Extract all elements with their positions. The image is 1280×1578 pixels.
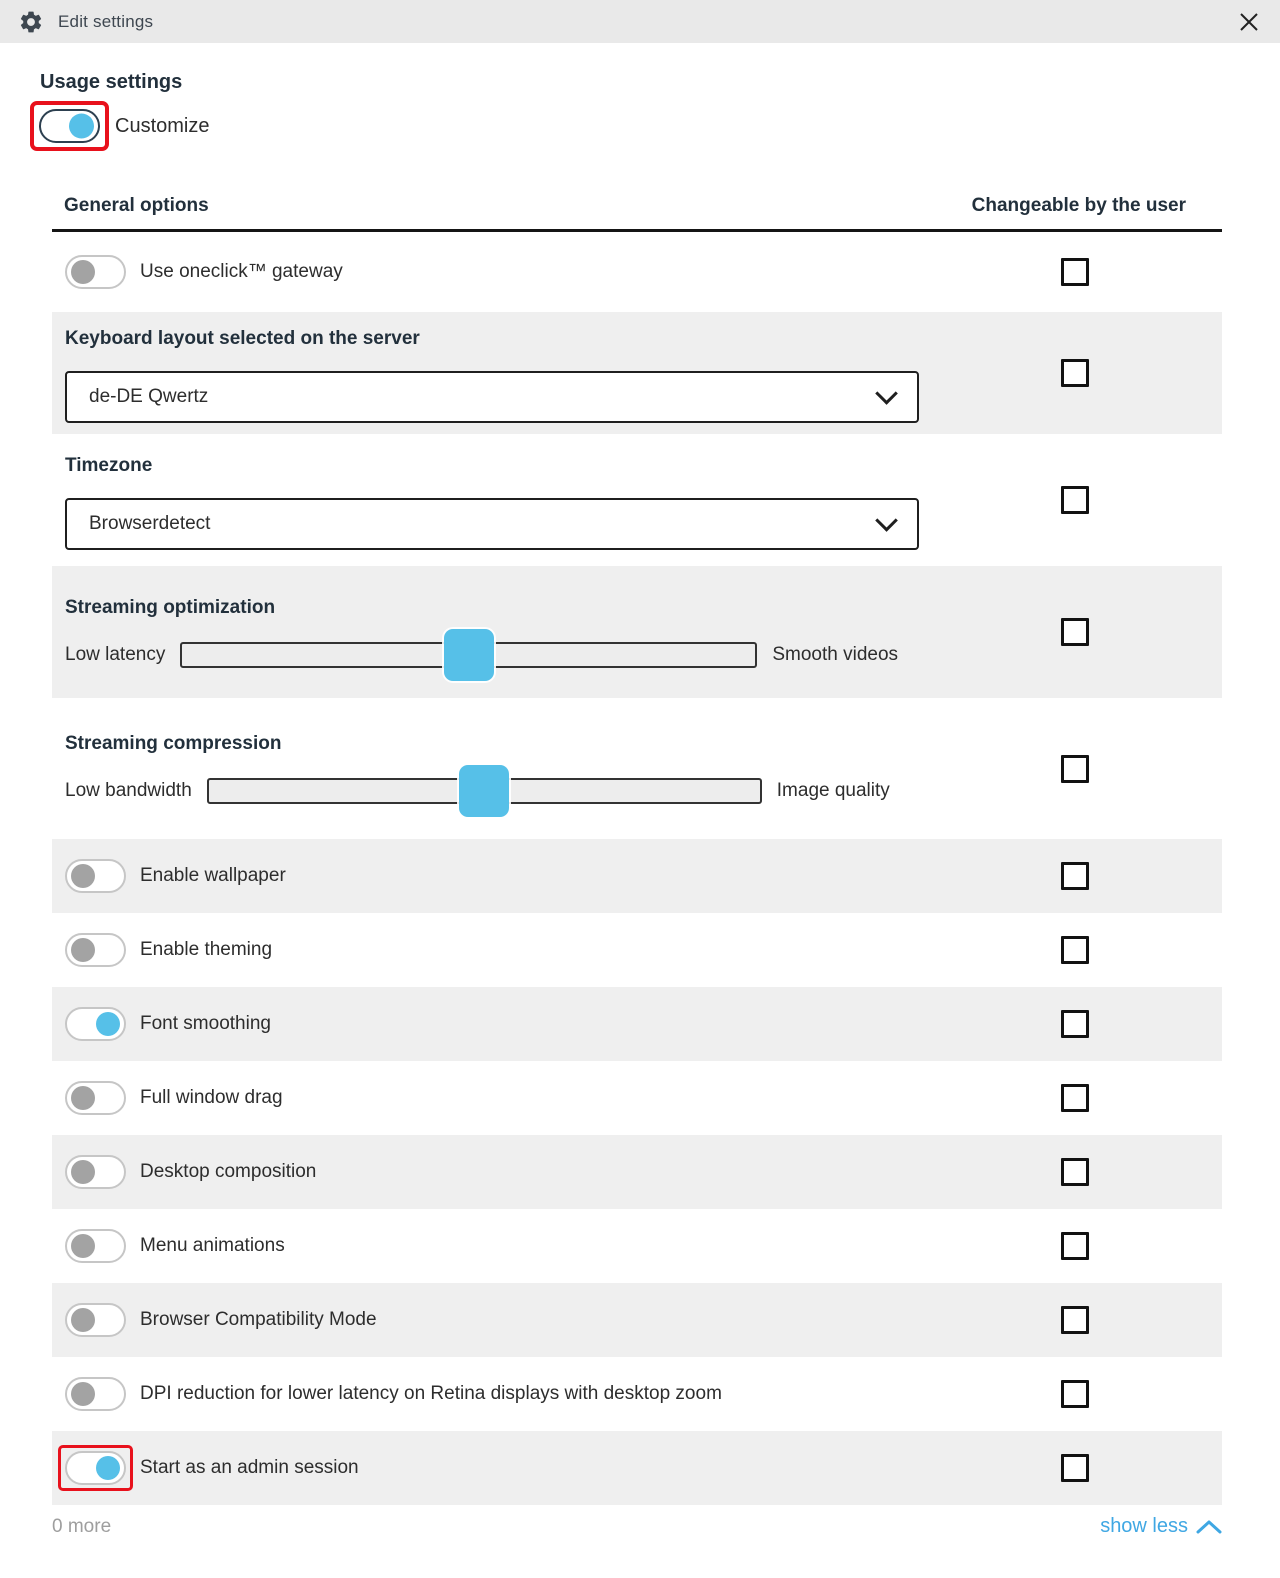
dialog-title: Edit settings: [58, 11, 154, 31]
row-label: Enable theming: [140, 939, 273, 960]
usage-settings-heading: Usage settings: [40, 71, 183, 93]
toggle-knob: [71, 938, 95, 962]
changeable-checkbox[interactable]: [1061, 1306, 1089, 1334]
toggle-knob: [71, 1160, 95, 1184]
enable-theming-toggle[interactable]: [65, 933, 126, 967]
toggle-knob: [71, 864, 95, 888]
changeable-checkbox[interactable]: [1061, 755, 1089, 783]
section-label: Streaming compression: [65, 733, 282, 754]
gear-icon: [18, 9, 44, 35]
row-dpi-reduction: [52, 1357, 1222, 1431]
row-full-window-drag: [52, 1061, 1222, 1135]
customize-label: Customize: [115, 114, 210, 137]
customize-toggle[interactable]: [39, 109, 100, 143]
menu-animations-toggle[interactable]: [65, 1229, 126, 1263]
slider-thumb[interactable]: [444, 629, 494, 681]
changeable-checkbox[interactable]: [1061, 359, 1089, 387]
toggle-knob: [71, 1086, 95, 1110]
changeable-checkbox[interactable]: [1061, 1010, 1089, 1038]
changeable-checkbox[interactable]: [1061, 1084, 1089, 1112]
close-icon[interactable]: [1236, 9, 1262, 35]
streaming-compression-slider[interactable]: [207, 778, 762, 804]
enable-wallpaper-toggle[interactable]: [65, 859, 126, 893]
row-label: Full window drag: [140, 1087, 283, 1108]
row-label: Start as an admin session: [140, 1457, 359, 1478]
oneclick-gateway-toggle[interactable]: [65, 255, 126, 289]
row-label: Enable wallpaper: [140, 865, 286, 886]
toggle-knob: [71, 1382, 95, 1406]
browser-compatibility-toggle[interactable]: [65, 1303, 126, 1337]
titlebar: [0, 0, 1280, 43]
toggle-knob: [71, 1234, 95, 1258]
font-smoothing-toggle[interactable]: [65, 1007, 126, 1041]
row-enable-theming: [52, 913, 1222, 987]
slider-thumb[interactable]: [459, 765, 509, 817]
footer: [52, 1515, 1222, 1538]
row-label: Desktop composition: [140, 1161, 317, 1182]
row-streaming-optimization: [52, 566, 1222, 698]
row-label: Menu animations: [140, 1235, 285, 1256]
keyboard-layout-dropdown[interactable]: [65, 371, 919, 423]
red-annotation-box: [58, 1445, 133, 1491]
row-streaming-compression: [52, 698, 1222, 839]
row-enable-wallpaper: [52, 839, 1222, 913]
changeable-checkbox[interactable]: [1061, 618, 1089, 646]
slider-min-label: Low latency: [65, 643, 166, 665]
section-label: Timezone: [65, 454, 153, 476]
toggle-knob: [69, 114, 94, 139]
toggle-knob: [71, 260, 95, 284]
row-label: DPI reduction for lower latency on Retina displays with desktop zoom: [140, 1383, 722, 1404]
chevron-down-icon: [875, 382, 898, 405]
row-browser-compatibility-mode: [52, 1283, 1222, 1357]
row-label: Browser Compatibility Mode: [140, 1309, 377, 1330]
show-less-label: show less: [1100, 1515, 1188, 1537]
chevron-up-icon: [1196, 1519, 1222, 1535]
dropdown-value: Browserdetect: [89, 512, 211, 534]
streaming-optimization-slider[interactable]: [180, 642, 757, 668]
changeable-checkbox[interactable]: [1061, 1158, 1089, 1186]
changeable-by-user-heading: Changeable by the user: [971, 195, 1186, 216]
row-start-admin-session: [52, 1431, 1222, 1505]
dropdown-value: de-DE Qwertz: [89, 385, 209, 407]
row-font-smoothing: [52, 987, 1222, 1061]
slider-max-label: Image quality: [776, 780, 890, 801]
dpi-reduction-toggle[interactable]: [65, 1377, 126, 1411]
admin-session-toggle[interactable]: [65, 1451, 126, 1485]
changeable-checkbox[interactable]: [1061, 936, 1089, 964]
section-label: Streaming optimization: [65, 596, 276, 618]
options-header-row: [52, 195, 1222, 217]
row-menu-animations: [52, 1209, 1222, 1283]
row-keyboard-layout: [52, 312, 1222, 434]
row-label: Use oneclick™ gateway: [140, 261, 343, 282]
desktop-composition-toggle[interactable]: [65, 1155, 126, 1189]
row-timezone: [52, 434, 1222, 566]
toggle-knob: [71, 1308, 95, 1332]
chevron-down-icon: [875, 509, 898, 532]
changeable-checkbox[interactable]: [1061, 1454, 1089, 1482]
toggle-knob: [96, 1456, 120, 1480]
row-desktop-composition: [52, 1135, 1222, 1209]
changeable-checkbox[interactable]: [1061, 258, 1089, 286]
changeable-checkbox[interactable]: [1061, 1232, 1089, 1260]
toggle-knob: [96, 1012, 120, 1036]
row-use-oneclick-gateway: [52, 232, 1222, 312]
show-less-link[interactable]: [1100, 1515, 1222, 1538]
section-label: Keyboard layout selected on the server: [65, 327, 420, 349]
full-window-drag-toggle[interactable]: [65, 1081, 126, 1115]
more-count-text: 0 more: [52, 1515, 112, 1537]
general-options-heading: General options: [64, 195, 209, 216]
changeable-checkbox[interactable]: [1061, 862, 1089, 890]
slider-max-label: Smooth videos: [772, 643, 899, 665]
changeable-checkbox[interactable]: [1061, 1380, 1089, 1408]
timezone-dropdown[interactable]: [65, 498, 919, 550]
slider-min-label: Low bandwidth: [65, 780, 192, 801]
changeable-checkbox[interactable]: [1061, 486, 1089, 514]
usage-settings-section: [40, 71, 1222, 151]
row-label: Font smoothing: [140, 1013, 271, 1034]
red-annotation-box: [30, 101, 109, 151]
